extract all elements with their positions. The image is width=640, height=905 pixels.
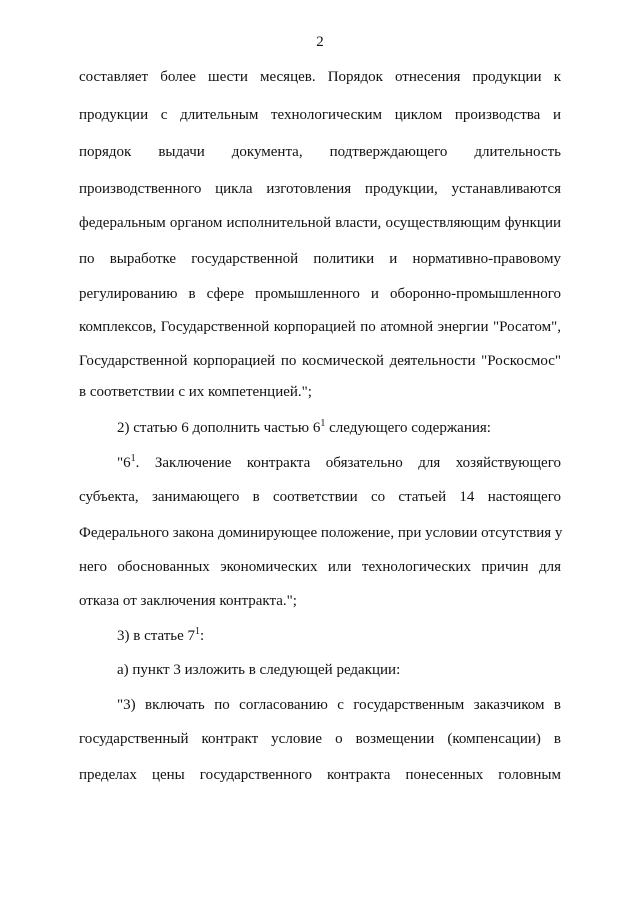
text-line: него обоснованных экономических или технологических причин для: [79, 559, 561, 575]
text-segment: . Заключение контракта обязательно для хозяйствующего: [135, 455, 561, 471]
text-line: в соответствии с их компетенцией.";: [79, 384, 312, 400]
superscript: 1: [130, 453, 136, 464]
text-segment: 3) в статье 7: [117, 628, 196, 644]
text-line: Федерального закона доминирующее положение, при условии отсутствия у: [79, 525, 563, 541]
text-line: порядок выдачи документа, подтверждающего длительность: [79, 144, 561, 160]
paragraph-line: [117, 627, 204, 645]
text-segment: :: [200, 628, 205, 644]
text-line: "3) включать по согласованию с государственным заказчиком в: [117, 697, 561, 713]
text-segment: следующего содержания:: [325, 420, 491, 436]
text-line: по выработке государственной политики и нормативно-правовому: [79, 251, 561, 267]
text-line: государственный контракт условие о возмещении (компенсации) в: [79, 731, 561, 747]
page-number: 2: [316, 34, 324, 50]
text-line: составляет более шести месяцев. Порядок отнесения продукции к: [79, 69, 561, 85]
text-line: а) пункт 3 изложить в следующей редакции:: [117, 662, 401, 678]
text-line: комплексов, Государственной корпорацией по атомной энергии "Росатом",: [79, 319, 561, 335]
text-line: отказа от заключения контракта.";: [79, 593, 297, 609]
text-line: пределах цены государственного контракта понесенных головным: [79, 767, 561, 783]
superscript: 1: [320, 418, 326, 429]
text-line: производственного цикла изготовления продукции, устанавливаются: [79, 181, 561, 197]
paragraph-line: [117, 419, 491, 437]
text-line: продукции с длительным технологическим циклом производства и: [79, 107, 561, 123]
text-line: субъекта, занимающего в соответствии со статьей 14 настоящего: [79, 489, 561, 505]
text-line: федеральным органом исполнительной власти, осуществляющим функции: [79, 215, 561, 231]
text-line: регулированию в сфере промышленного и оборонно-промышленного: [79, 286, 561, 302]
superscript: 1: [195, 626, 201, 637]
text-line: Государственной корпорацией по космической деятельности "Роскосмос": [79, 353, 561, 369]
paragraph-line: [117, 454, 561, 472]
text-segment: 2) статью 6 дополнить частью 6: [117, 420, 321, 436]
text-segment: "6: [117, 455, 131, 471]
